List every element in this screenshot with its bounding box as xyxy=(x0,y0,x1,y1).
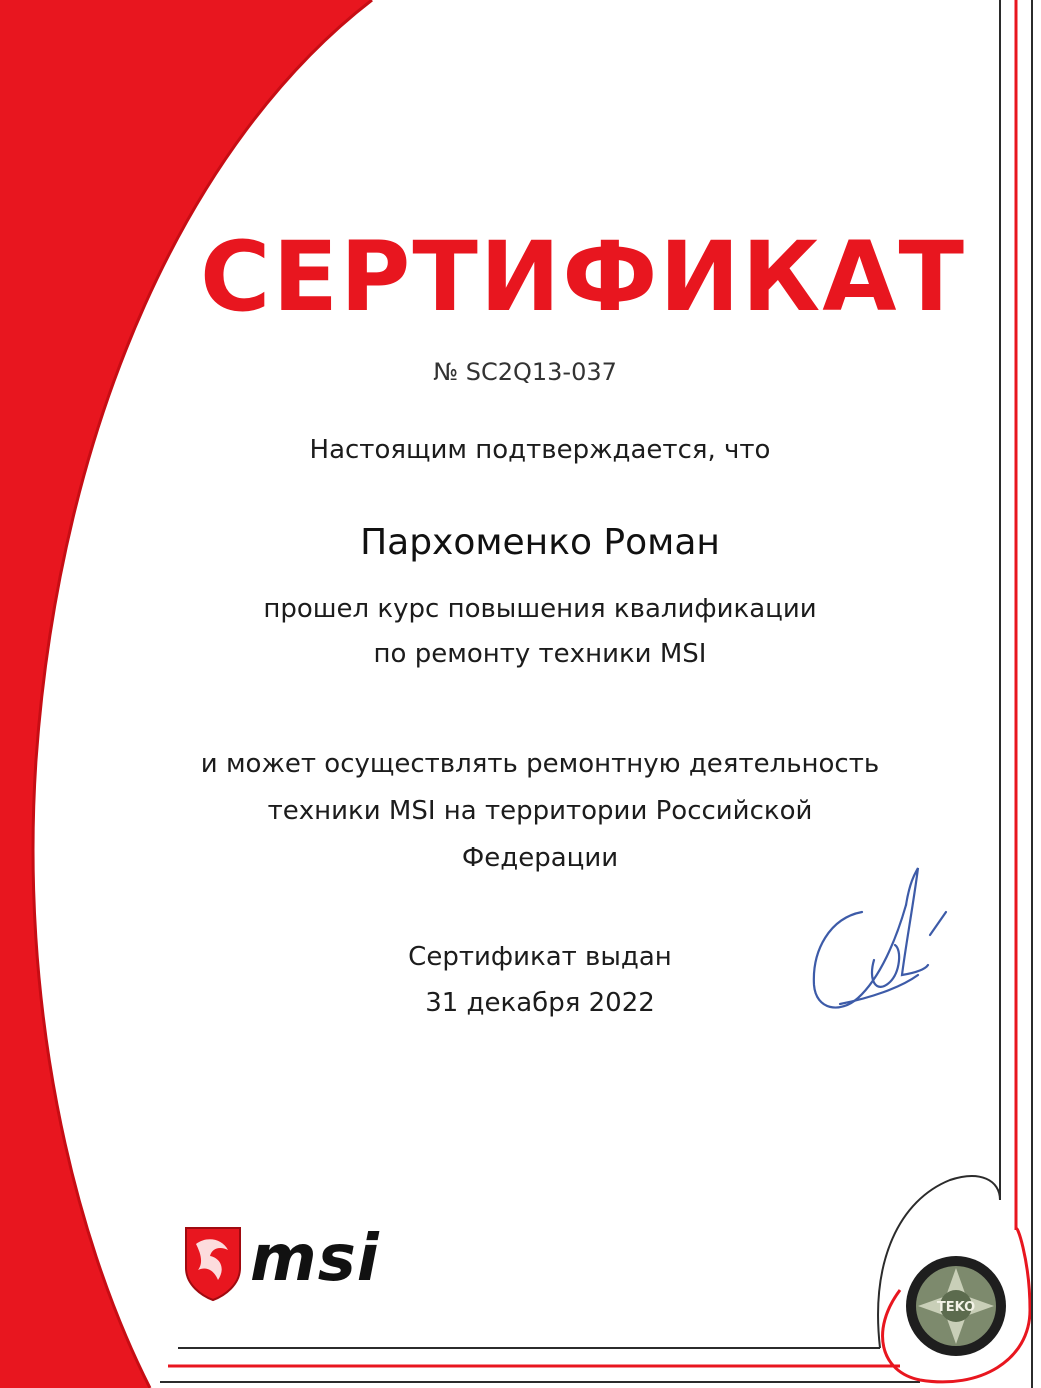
confirm-text: Настоящим подтверждается, что xyxy=(309,435,771,465)
recipient-name: Пархоменко Роман xyxy=(360,522,720,563)
course-line: по ремонту техники MSI xyxy=(373,639,707,669)
issue-info xyxy=(140,934,940,1026)
certificate-title: СЕРТИФИКАТ xyxy=(200,221,967,333)
course-line: прошел курс повышения квалификации xyxy=(263,594,817,624)
course-description xyxy=(140,587,940,677)
hologram-text: TEKO xyxy=(936,1300,976,1315)
red-corner-shape xyxy=(0,0,372,1388)
certificate-number: № SC2Q13-037 xyxy=(433,358,617,386)
hologram-label xyxy=(916,1296,996,1316)
issued-label: Сертификат выдан xyxy=(408,942,672,972)
activity-line: Федерации xyxy=(461,843,619,873)
msi-shield-icon xyxy=(186,1228,240,1300)
msi-logo-text: msi xyxy=(250,1222,380,1296)
issued-date: 31 декабря 2022 xyxy=(425,988,655,1018)
activity-line: техники MSI на территории Российской xyxy=(267,796,813,826)
activity-description xyxy=(140,741,940,882)
activity-line: и может осуществлять ремонтную деятельность xyxy=(200,749,880,779)
